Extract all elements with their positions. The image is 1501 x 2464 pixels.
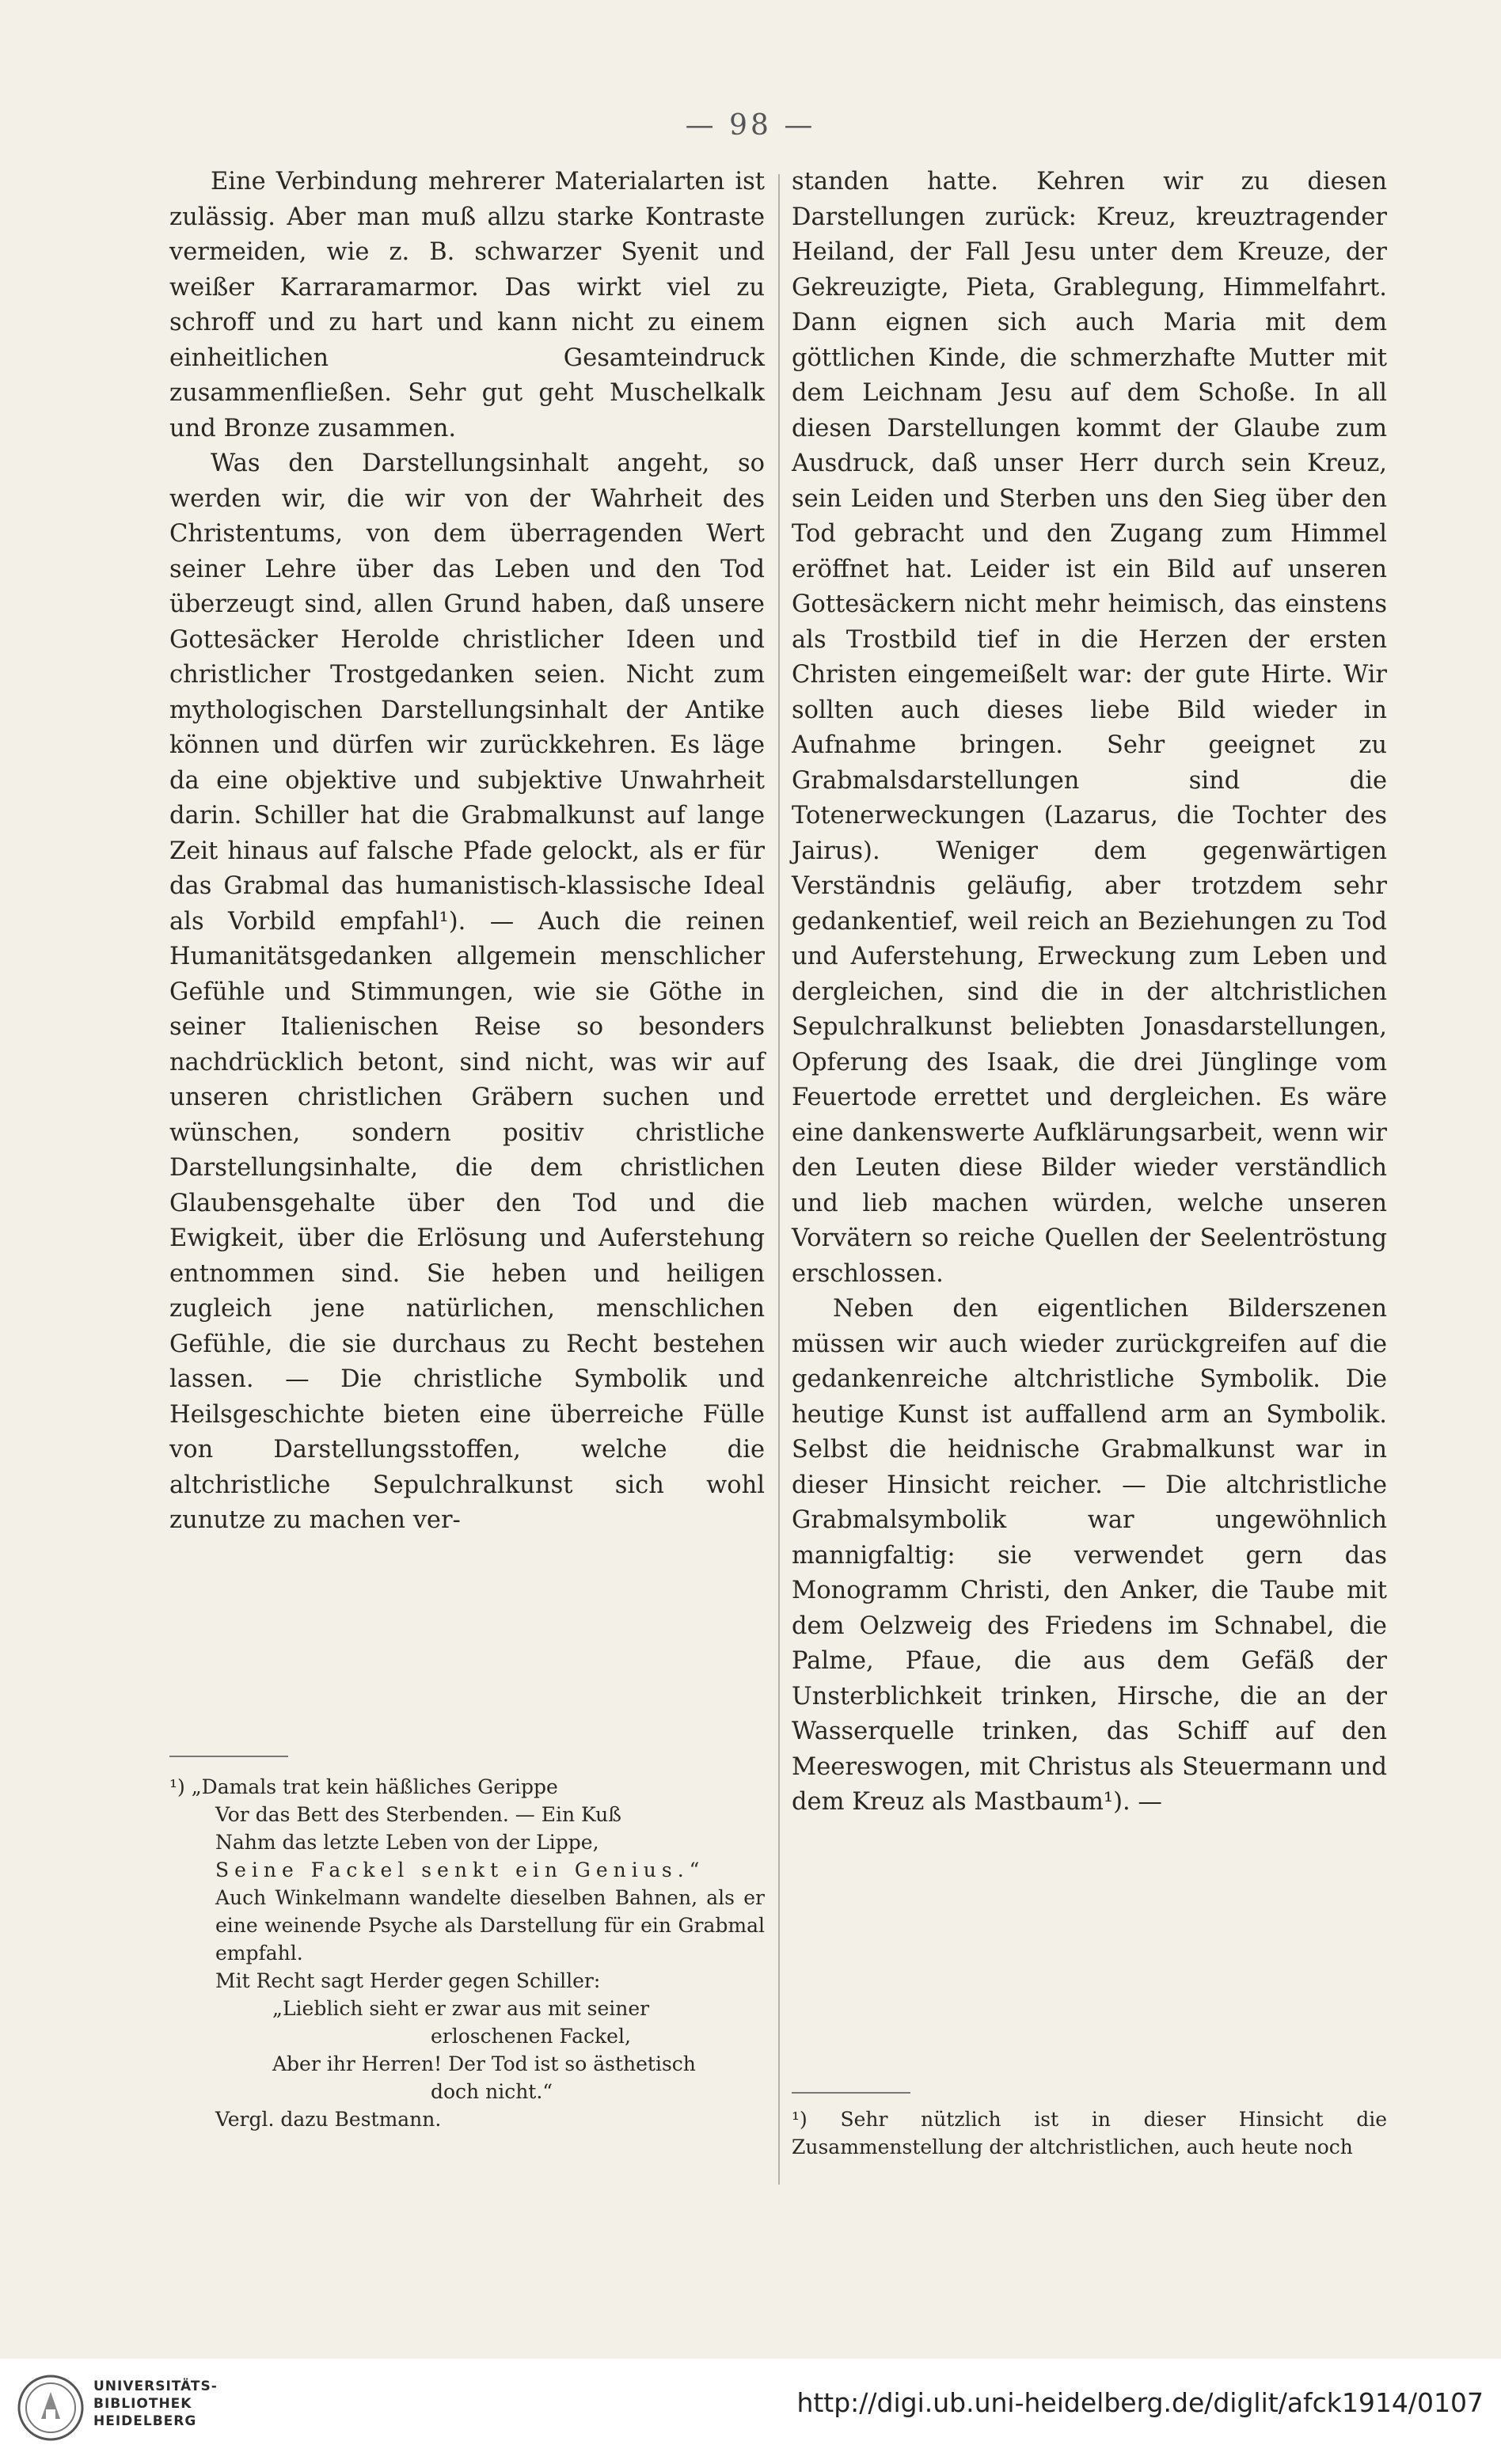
footnote-line: Vor das Bett des Sterbenden. — Ein Kuß bbox=[215, 1803, 621, 1826]
footnote-line: ¹) Sehr nützlich ist in dieser Hinsicht die Zusammenstellung der altchristlichen, auch heute noch bbox=[792, 2108, 1387, 2158]
footnotes-right bbox=[792, 2105, 1387, 2161]
logo-line: HEIDELBERG bbox=[93, 2413, 197, 2429]
footnote-rule bbox=[792, 2092, 910, 2094]
paragraph: standen hatte. Kehren wir zu diesen Darstellungen zurück: Kreuz, kreuztragender Heiland, der Fall Jesu unter dem Kreuze, der Gekreuzigte, Pieta, Grablegung, Himmelfahrt. Dann eignen sich auch Maria mit dem göttlichen Kinde, die schmerzhafte Mutter mit dem Leichnam Jesu auf dem Schoße. In all diesen Darstellungen kommt der Glaube zum Ausdruck, daß unser Herr durch sein Kreuz, sein Leiden und Sterben uns den Sieg über den Tod gebracht und den Zugang zum Himmel eröffnet hat. Leider ist ein Bild auf unseren Gottesäckern nicht mehr heimisch, das einstens als Trostbild tief in die Herzen der ersten Christen eingemeißelt war: der gute Hirte. Wir sollten auch dieses liebe Bild wieder in Aufnahme bringen. Sehr geeignet zu Grabmalsdarstellungen sind die Totenerweckungen (Lazarus, die Tochter des Jairus). Weniger dem gegenwärtigen Verständnis geläufig, aber trotzdem sehr gedankentief, weil reich an Beziehungen zu Tod und Auferstehung, Erweckung zum Leben und dergleichen, sind die in der altchristlichen Sepulchralkunst beliebten Jonasdarstellungen, Opferung des Isaak, die drei Jünglinge vom Feuertode errettet und dergleichen. Es wäre eine dankenswerte Aufklärungsarbeit, wenn wir den Leuten diese Bilder wieder verständlich und lieb machen würden, welche unseren Vorvätern so reiche Quellen der Seelentröstung erschlossen. bbox=[792, 168, 1387, 1288]
logo-line: UNIVERSITÄTS- bbox=[93, 2379, 218, 2394]
source-url[interactable]: http://digi.ub.uni-heidelberg.de/diglit/afck1914/0107 bbox=[796, 2387, 1484, 2418]
university-seal-icon bbox=[17, 2375, 84, 2441]
footnote-line: Seine Fackel senkt ein Genius.“ bbox=[215, 1858, 705, 1881]
footnote-line: doch nicht.“ bbox=[431, 2080, 553, 2103]
footnote-line: Mit Recht sagt Herder gegen Schiller: bbox=[215, 1969, 601, 1992]
left-column bbox=[169, 165, 765, 1539]
logo-line: BIBLIOTHEK bbox=[93, 2396, 192, 2412]
page-number: — 98 — bbox=[685, 109, 816, 142]
footnote-line: Auch Winkelmann wandelte dieselben Bahnen, als er eine weinende Psyche als Darstellung für ein Grabmal empfahl. bbox=[215, 1886, 765, 1965]
right-column bbox=[792, 165, 1387, 1820]
footnote-line: „Lieblich sieht er zwar aus mit seiner bbox=[272, 1997, 650, 2020]
library-logo-text bbox=[93, 2378, 218, 2430]
footnote-rule bbox=[169, 1756, 288, 1757]
footnote-line: Nahm das letzte Leben von der Lippe, bbox=[215, 1831, 599, 1854]
paragraph: Was den Darstellungsinhalt angeht, so werden wir, die wir von der Wahrheit des Christentums, von dem überragenden Wert seiner Lehre über das Leben und den Tod überzeugt sind, allen Grund haben, daß unsere Gottesäcker Herolde christlicher Ideen und christlicher Trostgedanken seien. Nicht zum mythologischen Darstellungsinhalt der Antike können und dürfen wir zurückkehren. Es läge da eine objektive und subjektive Unwahrheit darin. Schiller hat die Grabmalkunst auf lange Zeit hinaus auf falsche Pfade gelockt, als er für das Grabmal das humanistisch-klassische Ideal als Vorbild empfahl¹). — Auch die reinen Humanitätsgedanken allgemein menschlicher Gefühle und Stimmungen, wie sie Göthe in seiner Italienischen Reise so besonders nachdrücklich betont, sind nicht, was wir auf unseren christlichen Gräbern suchen und wünschen, sondern positiv christliche Darstellungsinhalte, die dem christlichen Glaubensgehalte über den Tod und die Ewigkeit, über die Erlösung und Auferstehung entnommen sind. Sie heben und heiligen zugleich jene natürlichen, menschlichen Gefühle, die sie durchaus zu Recht bestehen lassen. — Die christliche Symbolik und Heilsgeschichte bieten eine überreiche Fülle von Darstellungsstoffen, welche die altchristliche Sepulchralkunst sich wohl zunutze zu machen ver- bbox=[169, 450, 765, 1534]
paragraph: Eine Verbindung mehrerer Materialarten ist zulässig. Aber man muß allzu starke Kontraste vermeiden, wie z. B. schwarzer Syenit und weißer Karraramarmor. Das wirkt viel zu schroff und zu hart und kann nicht zu einem einheitlichen Gesamteindruck zusammenfließen. Sehr gut geht Muschelkalk und Bronze zusammen. bbox=[169, 168, 765, 442]
footnote-line: erloschenen Fackel, bbox=[431, 2025, 631, 2048]
footnote-line: Vergl. dazu Bestmann. bbox=[215, 2108, 442, 2131]
paragraph: Neben den eigentlichen Bilderszenen müssen wir auch wieder zurückgreifen auf die gedankenreiche altchristliche Symbolik. Die heutige Kunst ist auffallend arm an Symbolik. Selbst die heidnische Grabmalkunst war in dieser Hinsicht reicher. — Die altchristliche Grabmalsymbolik war ungewöhnlich mannigfaltig: sie verwendet gern das Monogramm Christi, den Anker, die Taube mit dem Oelzweig des Friedens im Schnabel, die Palme, Pfaue, die aus dem Gefäß der Unsterblichkeit trinken, Hirsche, die an der Wasserquelle trinken, das Schiff auf den Meereswogen, mit Christus als Steuermann und dem Kreuz als Mastbaum¹). — bbox=[792, 1295, 1387, 1816]
column-divider bbox=[778, 174, 780, 2185]
footnotes-left bbox=[169, 1773, 765, 2133]
footnote-line: Aber ihr Herren! Der Tod ist so ästhetisch bbox=[272, 2052, 696, 2075]
library-footer bbox=[0, 2359, 1501, 2464]
footnote-line: ¹) „Damals trat kein häßliches Gerippe bbox=[169, 1775, 558, 1798]
